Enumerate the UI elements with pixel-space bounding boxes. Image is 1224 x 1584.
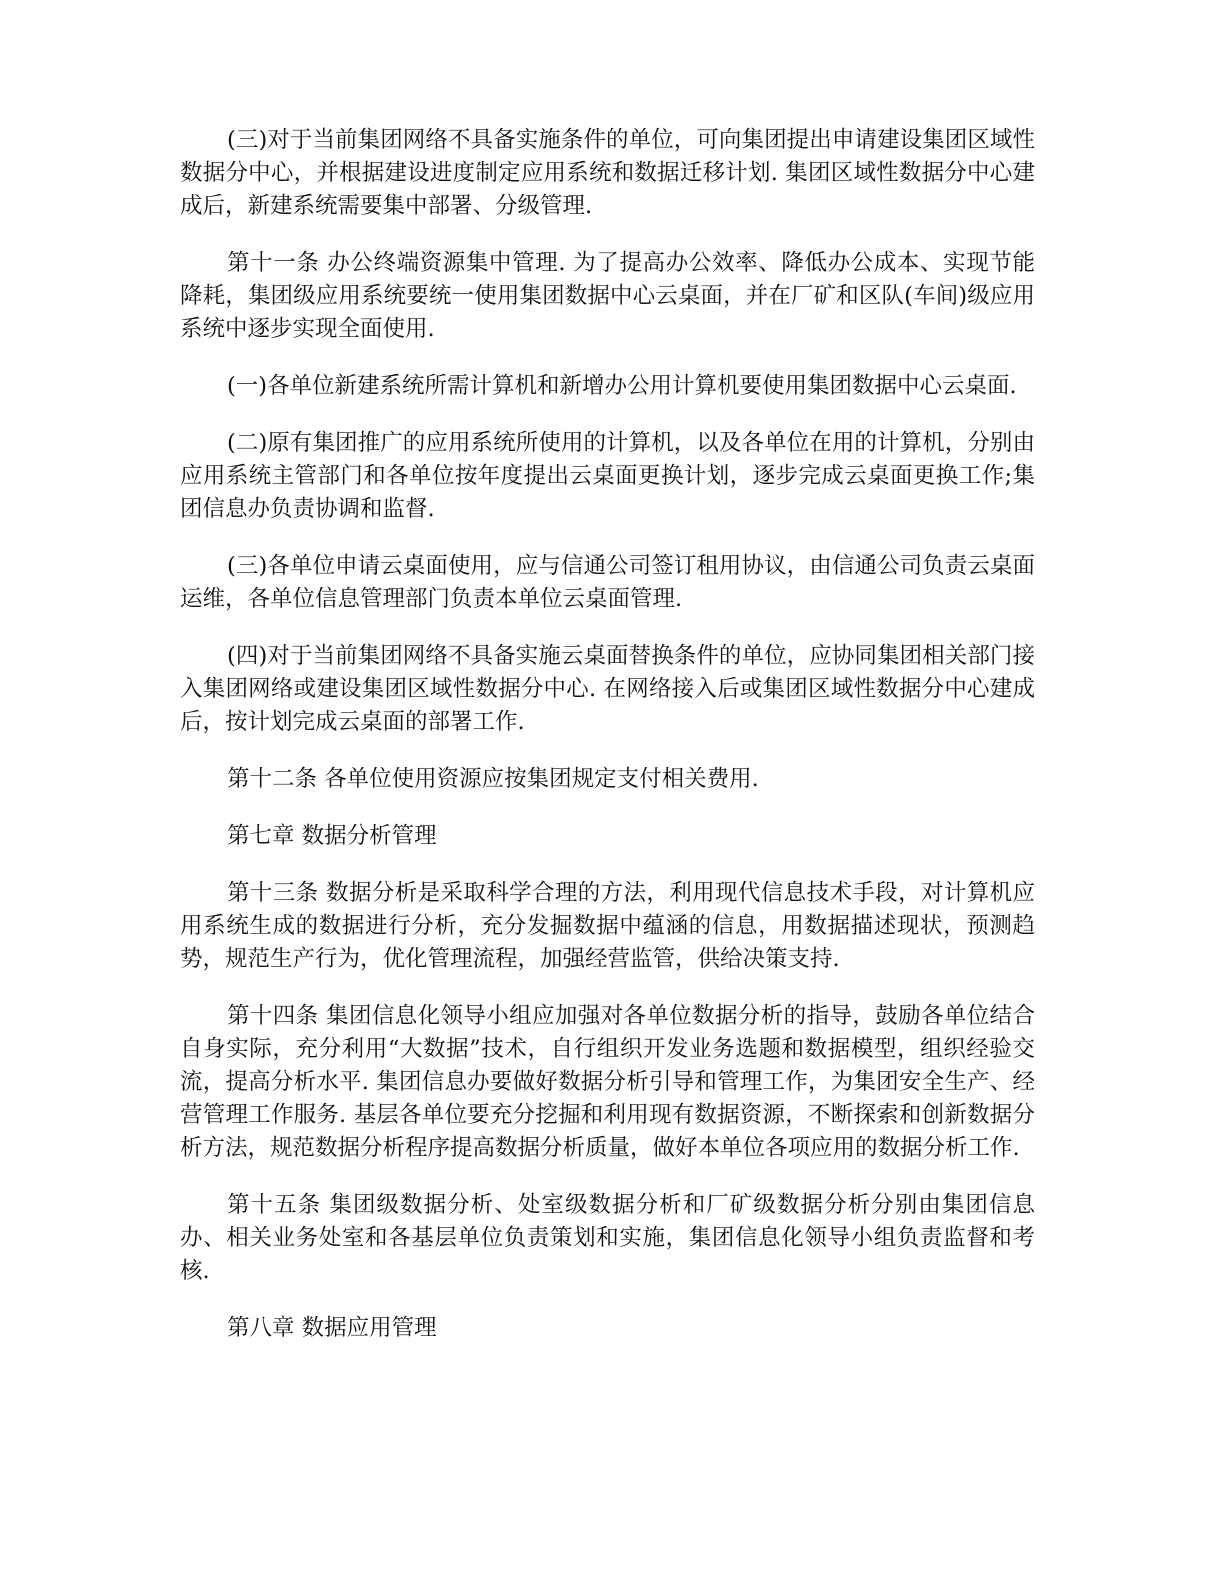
paragraph-item-1-new-systems: (一)各单位新建系统所需计算机和新增办公用计算机要使用集团数据中心云桌面.	[227, 373, 1017, 399]
article-11-paragraph: 第十一条 办公终端资源集中管理. 为了提高办公效率、降低办公成本、实现节能降耗，集团级应用系统要统一使用集团数据中心云桌面，并在厂矿和区队(车间)级应用系统中逐步实现全面使用.	[180, 250, 1035, 342]
paragraph-item-4-network: (四)对于当前集团网络不具备实施云桌面替换条件的单位，应协同集团相关部门接入集团网络或建设集团区域性数据分中心. 在网络接入后或集团区域性数据分中心建成后，按计划完成云桌面的部署工作.	[180, 643, 1035, 735]
chapter-7-heading: 第七章 数据分析管理	[227, 823, 437, 849]
paragraph-item-3-plan: (三)对于当前集团网络不具备实施条件的单位，可向集团提出申请建设集团区域性数据分中心，并根据建设进度制定应用系统和数据迁移计划. 集团区域性数据分中心建成后，新建系统需要集中部署、分级管理.	[180, 127, 1035, 219]
chapter-8-heading: 第八章 数据应用管理	[227, 1315, 437, 1341]
article-14-paragraph: 第十四条 集团信息化领导小组应加强对各单位数据分析的指导，鼓励各单位结合自身实际，充分利用“大数据”技术，自行组织开发业务选题和数据模型，组织经验交流，提高分析水平. 集团信息办要做好数据分析引导和管理工作，为集团安全生产、经营管理工作服务. 基层各单位要充分挖掘和利用现有数据资源，不断探索和创新数据分析方法，规范数据分析程序提高数据分析质量，做好本单位各项应用的数据分析工作.	[180, 1003, 1035, 1161]
article-13-paragraph: 第十三条 数据分析是采取科学合理的方法，利用现代信息技术手段，对计算机应用系统生成的数据进行分析，充分发掘数据中蕴涵的信息，用数据描述现状，预测趋势，规范生产行为，优化管理流程，加强经营监管，供给决策支持.	[180, 880, 1035, 972]
paragraph-item-3-lease: (三)各单位申请云桌面使用，应与信通公司签订租用协议，由信通公司负责云桌面运维，各单位信息管理部门负责本单位云桌面管理.	[180, 553, 1035, 612]
document-body	[180, 124, 1035, 1369]
article-15-paragraph: 第十五条 集团级数据分析、处室级数据分析和厂矿级数据分析分别由集团信息办、相关业务处室和各基层单位负责策划和实施，集团信息化领导小组负责监督和考核.	[180, 1192, 1035, 1284]
article-12-paragraph: 第十二条 各单位使用资源应按集团规定支付相关费用.	[227, 766, 759, 792]
paragraph-item-2-replacement: (二)原有集团推广的应用系统所使用的计算机，以及各单位在用的计算机，分别由应用系统主管部门和各单位按年度提出云桌面更换计划，逐步完成云桌面更换工作;集团信息办负责协调和监督.	[180, 430, 1035, 522]
